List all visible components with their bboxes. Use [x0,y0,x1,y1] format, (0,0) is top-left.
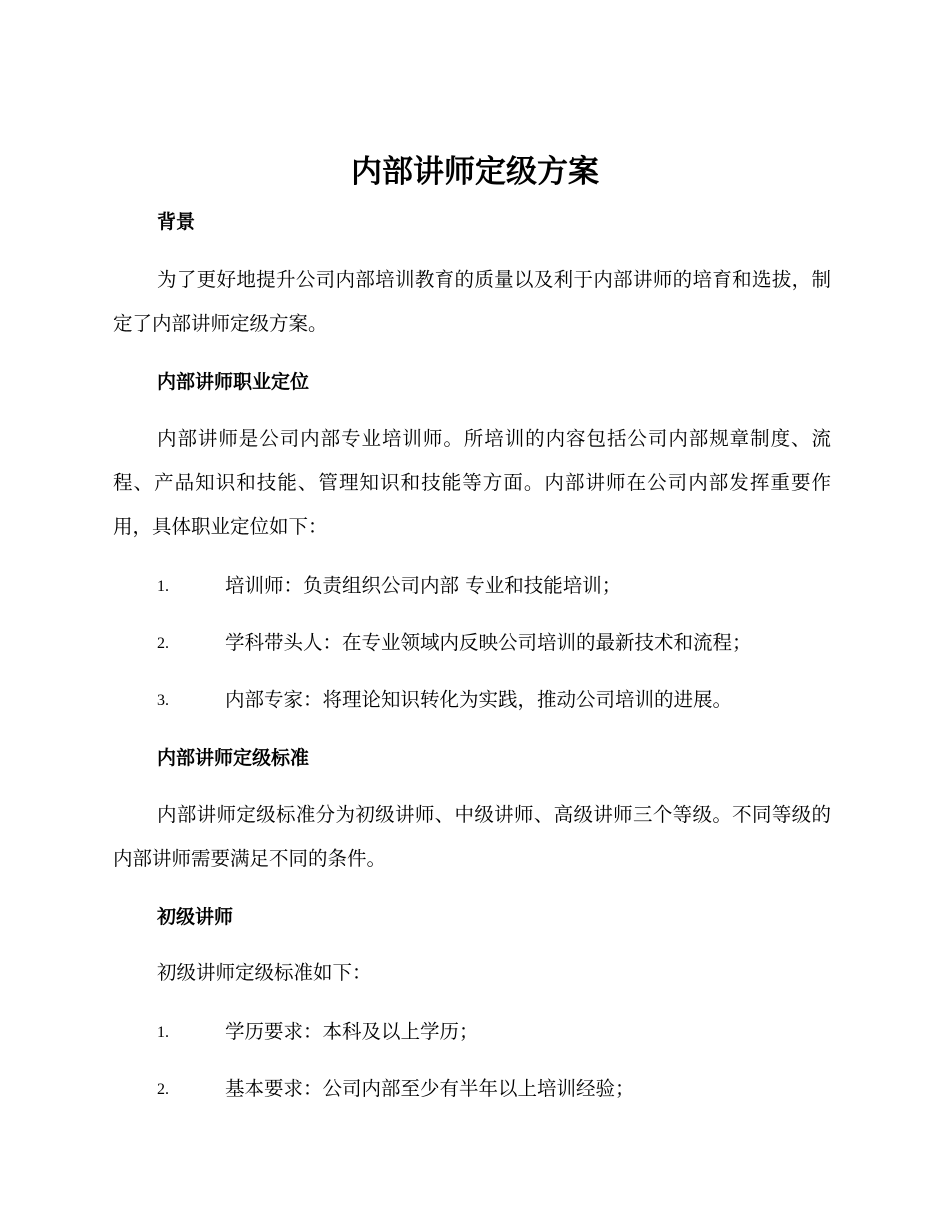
list-item [157,1018,857,1046]
list-number: 2. [157,635,169,652]
list-item [157,572,857,600]
list-text: 学历要求：本科及以上学历； [225,1020,479,1043]
list-text: 学科带头人：在专业领域内反映公司培训的最新技术和流程； [225,631,752,654]
list-item [157,686,857,714]
list-text: 基本要求：公司内部至少有半年以上培训经验； [225,1077,635,1100]
list-item [157,1075,857,1103]
section-heading-junior: 初级讲师 [157,906,234,928]
document-title: 内部讲师定级方案 [351,154,599,190]
positioning-paragraph: 内部讲师是公司内部专业培训师。所培训的内容包括公司内部规章制度、流程、产品知识和技能、管理知识和技能等方面。内部讲师在公司内部发挥重要作用，具体职业定位如下： [113,427,831,538]
junior-intro: 初级讲师定级标准如下： [157,961,372,984]
list-text: 内部专家：将理论知识转化为实践，推动公司培训的进展。 [225,688,733,711]
section-heading-standards: 内部讲师定级标准 [157,747,310,769]
list-number: 3. [157,692,169,709]
standards-paragraph: 内部讲师定级标准分为初级讲师、中级讲师、高级讲师三个等级。不同等级的内部讲师需要满足不同的条件。 [113,803,831,870]
background-paragraph: 为了更好地提升公司内部培训教育的质量以及利于内部讲师的培育和选拔，制定了内部讲师定级方案。 [113,268,831,335]
list-text: 培训师：负责组织公司内部 专业和技能培训； [225,574,622,597]
list-number: 1. [157,1024,169,1041]
list-number: 1. [157,578,169,595]
section-heading-positioning: 内部讲师职业定位 [157,371,310,393]
list-number: 2. [157,1081,169,1098]
list-item [157,629,857,657]
section-heading-background: 背景 [157,211,196,233]
